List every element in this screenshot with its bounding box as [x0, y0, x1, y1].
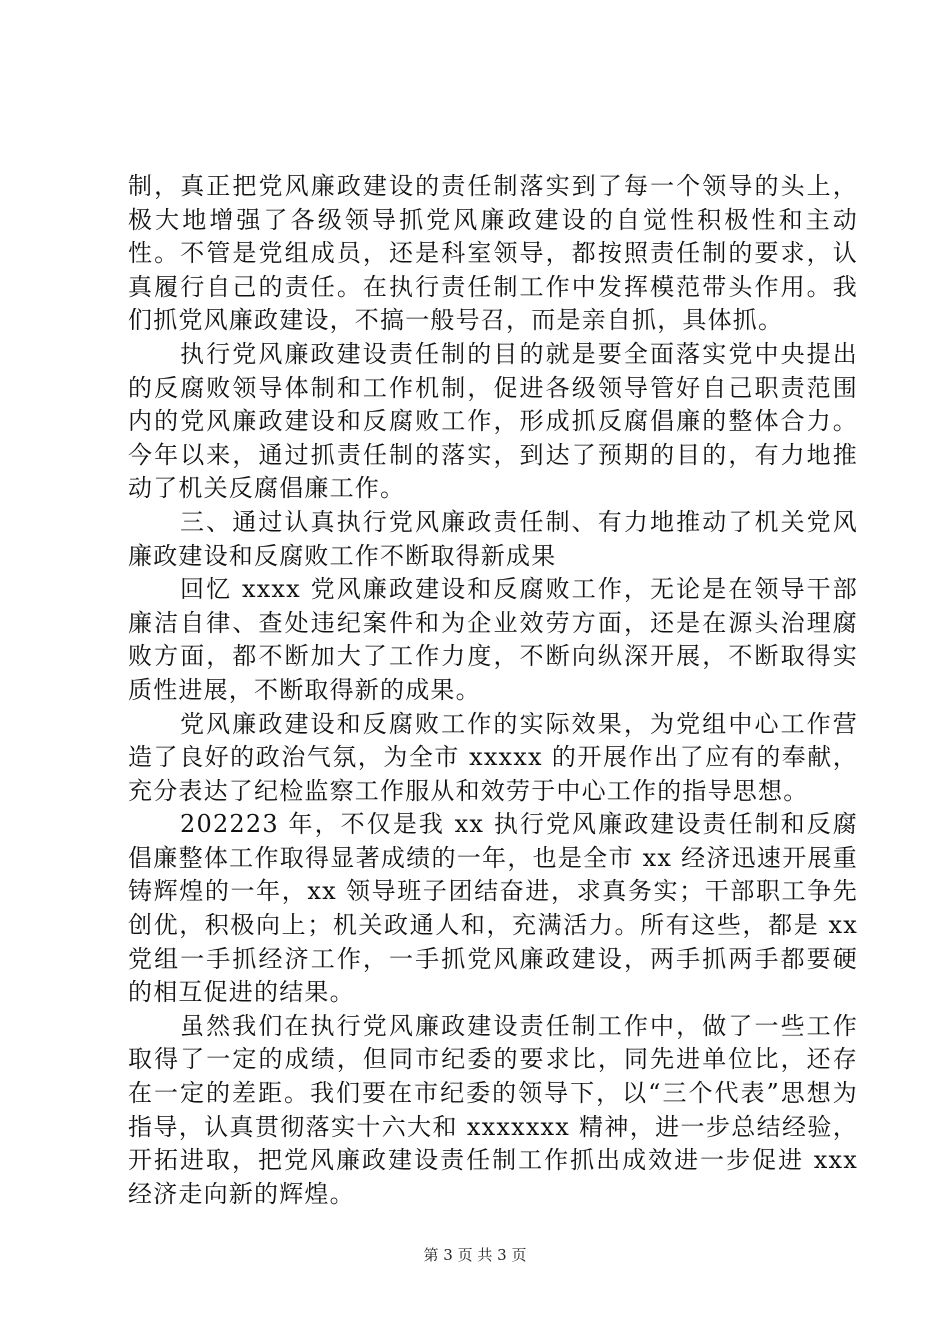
- page-number-footer: 第 3 页 共 3 页: [423, 1246, 527, 1264]
- paragraph-5: 党风廉政建设和反腐败工作的实际效果，为党组中心工作营造了良好的政治气氛，为全市 xxxxx 的开展作出了应有的奉献，充分表达了纪检监察工作服从和效劳于中心工作的指导思想。: [128, 709, 858, 805]
- paragraph-6: 202223 年，不仅是我 xx 执行党风廉政建设责任制和反腐倡廉整体工作取得显著成绩的一年，也是全市 xx 经济迅速开展重铸辉煌的一年，xx 领导班子团结奋进，求真务实；干部职工争先创优，积极向上；机关政通人和，充满活力。所有这些，都是 xx 党组一手抓经济工作，一手抓党风廉政建设，两手抓两手都要硬的相互促进的结果。: [128, 810, 858, 1007]
- paragraph-4: 回忆 xxxx 党风廉政建设和反腐败工作，无论是在领导干部廉洁自律、查处违纪案件和为企业效劳方面，还是在源头治理腐败方面，都不断加大了工作力度，不断向纵深开展，不断取得实质性进展，不断取得新的成果。: [128, 575, 858, 704]
- document-body: [128, 170, 858, 1211]
- paragraph-1: 制，真正把党风廉政建设的责任制落实到了每一个领导的头上，极大地增强了各级领导抓党风廉政建设的自觉性积极性和主动性。不管是党组成员，还是科室领导，都按照责任制的要求，认真履行自己的责任。在执行责任制工作中发挥模范带头作用。我们抓党风廉政建设，不搞一般号召，而是亲自抓，具体抓。: [128, 172, 858, 335]
- paragraph-7: 虽然我们在执行党风廉政建设责任制工作中，做了一些工作取得了一定的成绩，但同市纪委的要求比，同先进单位比，还存在一定的差距。我们要在市纪委的领导下，以“三个代表”思想为指导，认真贯彻落实十六大和 xxxxxxx 精神，进一步总结经验，开拓进取，把党风廉政建设责任制工作抓出成效进一步促进 xxx 经济走向新的辉煌。: [128, 1011, 858, 1208]
- paragraph-2: 执行党风廉政建设责任制的目的就是要全面落实党中央提出的反腐败领导体制和工作机制，促进各级领导管好自己职责范围内的党风廉政建设和反腐败工作，形成抓反腐倡廉的整体合力。今年以来，通过抓责任制的落实，到达了预期的目的，有力地推动了机关反腐倡廉工作。: [128, 339, 858, 503]
- section-heading-3: 三、通过认真执行党风廉政责任制、有力地推动了机关党风廉政建设和反腐败工作不断取得新成果: [128, 507, 858, 570]
